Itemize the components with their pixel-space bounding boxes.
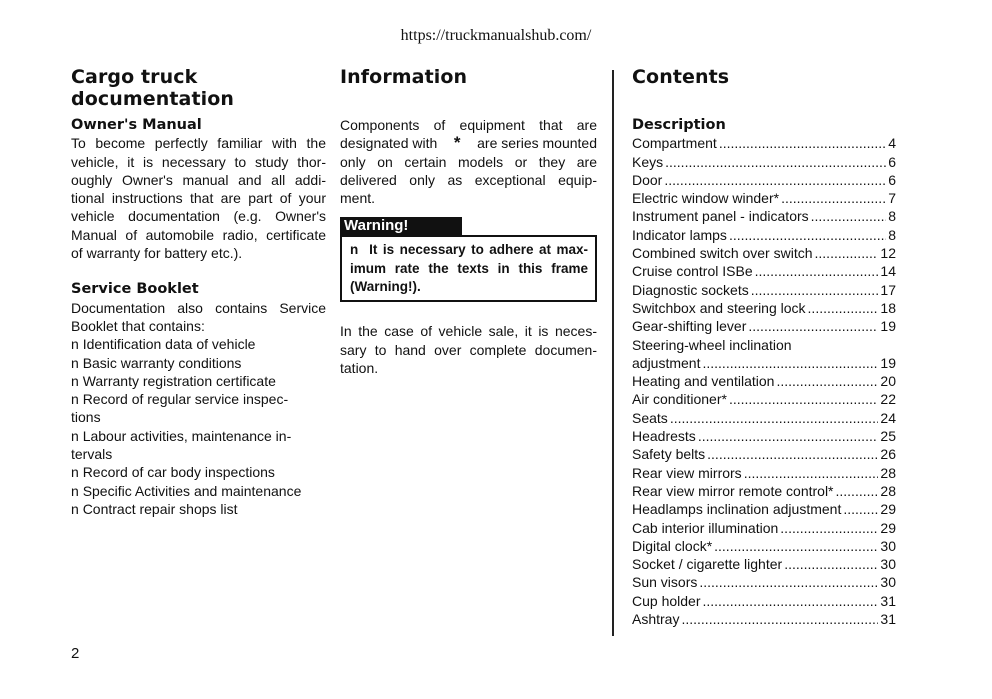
owners-line: vehicle documentation (e.g. Owner's [71, 208, 326, 225]
toc-leader-dots [698, 427, 879, 445]
toc-entry[interactable] [632, 427, 896, 445]
toc-leader-dots [681, 610, 878, 628]
toc-entry-title: Digital clock* [632, 537, 713, 554]
toc-page-number: 6 [888, 153, 896, 170]
warning-line: (Warning!). [350, 279, 421, 295]
toc-page-number: 7 [888, 190, 896, 207]
bullet-marker: n [71, 391, 79, 408]
toc-entry-title: Cruise control ISBe [632, 263, 753, 280]
toc-entry[interactable] [632, 482, 896, 500]
toc-leader-dots [729, 390, 878, 408]
toc-leader-dots [836, 482, 879, 500]
info-line: only on certain models or they are [340, 153, 597, 170]
toc-entry[interactable] [632, 189, 896, 207]
toc-entry-title: Headrests [632, 428, 696, 445]
toc-leader-dots [670, 409, 879, 427]
toc-entry-title: Heating and ventilation [632, 373, 775, 390]
toc-entry-title: Door [632, 171, 663, 188]
list-item: n Specific Activities and maintenance [71, 482, 302, 499]
toc-page-number: 24 [880, 409, 896, 426]
toc-entry-title: Keys [632, 153, 664, 170]
bullet-marker: n [71, 372, 79, 389]
toc-entry-title: adjustment [632, 354, 701, 371]
toc-entry[interactable] [632, 390, 896, 408]
toc-leader-dots [755, 262, 879, 280]
toc-entry[interactable] [632, 537, 896, 555]
toc-page-number: 17 [880, 281, 896, 298]
warning-line: imum rate the texts in this frame [350, 260, 588, 276]
toc-entry-prefix: Steering-wheel inclination [632, 336, 792, 353]
toc-entry-title: Ashtray [632, 611, 680, 628]
info-line: Components of equipment that are [340, 117, 597, 133]
toc-page-number: 29 [880, 501, 896, 518]
toc-leader-dots [707, 445, 878, 463]
toc-page-number: 28 [880, 482, 896, 499]
info-line: delivered only as exceptional equip- [340, 171, 597, 188]
owners-line: To become perfectly familiar with the [71, 135, 326, 152]
toc-leader-dots [751, 281, 879, 299]
toc-entry[interactable] [632, 171, 896, 189]
toc-page-number: 19 [880, 318, 896, 335]
owners-line: tional instructions that are part of your [71, 190, 326, 207]
info-line: designated with * are series mounted [340, 133, 597, 153]
toc-entry-title: Safety belts [632, 446, 706, 463]
toc-page-number: 18 [880, 299, 896, 316]
owners-line: of warranty for battery etc.). [71, 245, 243, 262]
toc-entry[interactable] [632, 153, 896, 171]
toc-entry[interactable] [632, 262, 896, 280]
toc-entry-title: Electric window winder* [632, 190, 780, 207]
toc-page-number: 4 [888, 135, 896, 152]
bullet-marker: n [71, 464, 79, 481]
service-intro-line: Documentation also contains Service [71, 299, 326, 316]
toc-page-number: 25 [880, 428, 896, 445]
toc-leader-dots [729, 226, 886, 244]
toc-leader-dots [781, 189, 886, 207]
contents-title: Contents [632, 66, 730, 88]
service-booklet-heading: Service Booklet [71, 281, 199, 298]
toc-entry[interactable] [632, 555, 896, 573]
information-title: Information [340, 66, 468, 88]
toc-page-number: 31 [880, 611, 896, 628]
toc-entry[interactable] [632, 207, 896, 225]
toc-entry[interactable] [632, 409, 896, 427]
toc-entry-title: Socket / cigarette lighter [632, 556, 783, 573]
toc-leader-dots [808, 299, 879, 317]
toc-page-number: 19 [880, 354, 896, 371]
toc-page-number: 22 [880, 391, 896, 408]
toc-entry[interactable] [632, 134, 896, 152]
toc-page-number: 29 [880, 519, 896, 536]
list-item-continued: tions [71, 409, 101, 426]
toc-entry-title: Seats [632, 409, 668, 426]
page-number: 2 [71, 645, 80, 662]
toc-page-number: 8 [888, 208, 896, 225]
toc-entry[interactable] [632, 299, 896, 317]
toc-leader-dots [714, 537, 878, 555]
info-line: ment. [340, 190, 376, 207]
bullet-marker: n [71, 427, 79, 444]
toc-entry-title: Gear-shifting lever [632, 318, 747, 335]
owners-line: Manual of automobile radio, certificate [71, 226, 326, 243]
toc-entry-title: Diagnostic sockets [632, 281, 749, 298]
toc-entry-title: Combined switch over switch [632, 245, 813, 262]
toc-entry-title: Cup holder [632, 592, 701, 609]
list-item: n Warranty registration certificate [71, 372, 276, 389]
service-booklet-list [71, 335, 326, 518]
asterisk-symbol: * [453, 133, 461, 153]
list-item: n Record of regular service inspec- [71, 391, 289, 408]
table-of-contents [632, 134, 896, 628]
contents-column [632, 66, 896, 628]
toc-leader-dots [665, 153, 886, 171]
list-item: n Identification data of vehicle [71, 336, 256, 353]
sale-line: In the case of vehicle sale, it is neces- [340, 323, 597, 340]
toc-page-number: 30 [880, 574, 896, 591]
list-item: n Contract repair shops list [71, 500, 238, 517]
column-divider [612, 70, 614, 636]
toc-leader-dots [843, 500, 878, 518]
source-url: https://truckmanualshub.com/ [400, 27, 592, 44]
list-item-continued: tervals [71, 446, 113, 463]
toc-entry-title: Headlamps inclination adjustment [632, 501, 842, 518]
toc-entry[interactable] [632, 244, 896, 262]
description-heading: Description [632, 117, 726, 133]
owners-line: oughly Owner's manual and all addi- [71, 171, 326, 188]
toc-leader-dots [719, 134, 886, 152]
toc-leader-dots [699, 573, 878, 591]
toc-page-number: 14 [880, 263, 896, 280]
sale-line: sary to hand over complete documen- [340, 341, 597, 358]
bullet-marker: n [71, 482, 79, 499]
toc-entry[interactable] [632, 372, 896, 390]
bullet-marker: n [71, 336, 79, 353]
bullet-marker: n [71, 354, 79, 371]
toc-entry-title: Rear view mirror remote control* [632, 482, 834, 499]
service-intro-line: Booklet that contains: [71, 317, 205, 334]
toc-page-number: 6 [888, 171, 896, 188]
toc-leader-dots [815, 244, 879, 262]
toc-leader-dots [811, 207, 887, 225]
toc-entry-title: Sun visors [632, 574, 698, 591]
toc-entry[interactable] [632, 500, 896, 518]
toc-entry-title: Rear view mirrors [632, 464, 742, 481]
owners-manual-heading: Owner's Manual [71, 117, 202, 133]
toc-leader-dots [776, 372, 878, 390]
toc-page-number: 31 [880, 592, 896, 609]
toc-entry-title: Instrument panel - indicators [632, 208, 809, 225]
warning-label: Warning! [340, 217, 462, 235]
owners-manual-text [71, 134, 326, 262]
owners-line: vehicle, it is necessary to study thor- [71, 153, 326, 170]
documentation-column [71, 66, 326, 518]
toc-entry[interactable] [632, 592, 896, 610]
toc-entry[interactable] [632, 464, 896, 482]
toc-page-number: 28 [880, 464, 896, 481]
toc-entry[interactable] [632, 573, 896, 591]
toc-entry-title: Indicator lamps [632, 226, 727, 243]
documentation-title-line2: documentation [71, 88, 235, 110]
documentation-title-line1: Cargo truck [71, 66, 198, 88]
toc-page-number: 30 [880, 556, 896, 573]
bullet-marker: n [350, 242, 359, 258]
toc-entry-title: Switchbox and steering lock [632, 299, 806, 316]
toc-page-number: 12 [880, 245, 896, 262]
toc-leader-dots [784, 555, 878, 573]
documentation-title [71, 66, 326, 110]
toc-entry[interactable] [632, 281, 896, 299]
toc-entry[interactable] [632, 610, 896, 628]
toc-leader-dots [664, 171, 886, 189]
toc-leader-dots [703, 592, 879, 610]
toc-entry-title: Air conditioner* [632, 391, 727, 408]
toc-leader-dots [780, 519, 878, 537]
list-item: n Basic warranty conditions [71, 354, 242, 371]
warning-frame [340, 235, 597, 302]
bullet-marker: n [71, 500, 79, 517]
toc-leader-dots [748, 317, 878, 335]
toc-entry[interactable] [632, 519, 896, 537]
toc-entry[interactable] [632, 354, 896, 372]
toc-entry-title: Compartment [632, 135, 717, 152]
toc-page-number: 30 [880, 537, 896, 554]
toc-page-number: 26 [880, 446, 896, 463]
sale-line: tation. [340, 359, 379, 376]
list-item: n Record of car body inspections [71, 464, 275, 481]
toc-entry-title: Cab interior illumination [632, 519, 779, 536]
warning-line: n It is necessary to adhere at max- [350, 242, 588, 258]
toc-page-number: 20 [880, 373, 896, 390]
toc-leader-dots [702, 354, 878, 372]
toc-entry[interactable] [632, 226, 896, 244]
toc-page-number: 8 [888, 226, 896, 243]
list-item: n Labour activities, maintenance in- [71, 427, 292, 444]
toc-entry[interactable] [632, 445, 896, 463]
information-column [340, 66, 597, 377]
toc-entry[interactable] [632, 317, 896, 335]
toc-leader-dots [744, 464, 879, 482]
